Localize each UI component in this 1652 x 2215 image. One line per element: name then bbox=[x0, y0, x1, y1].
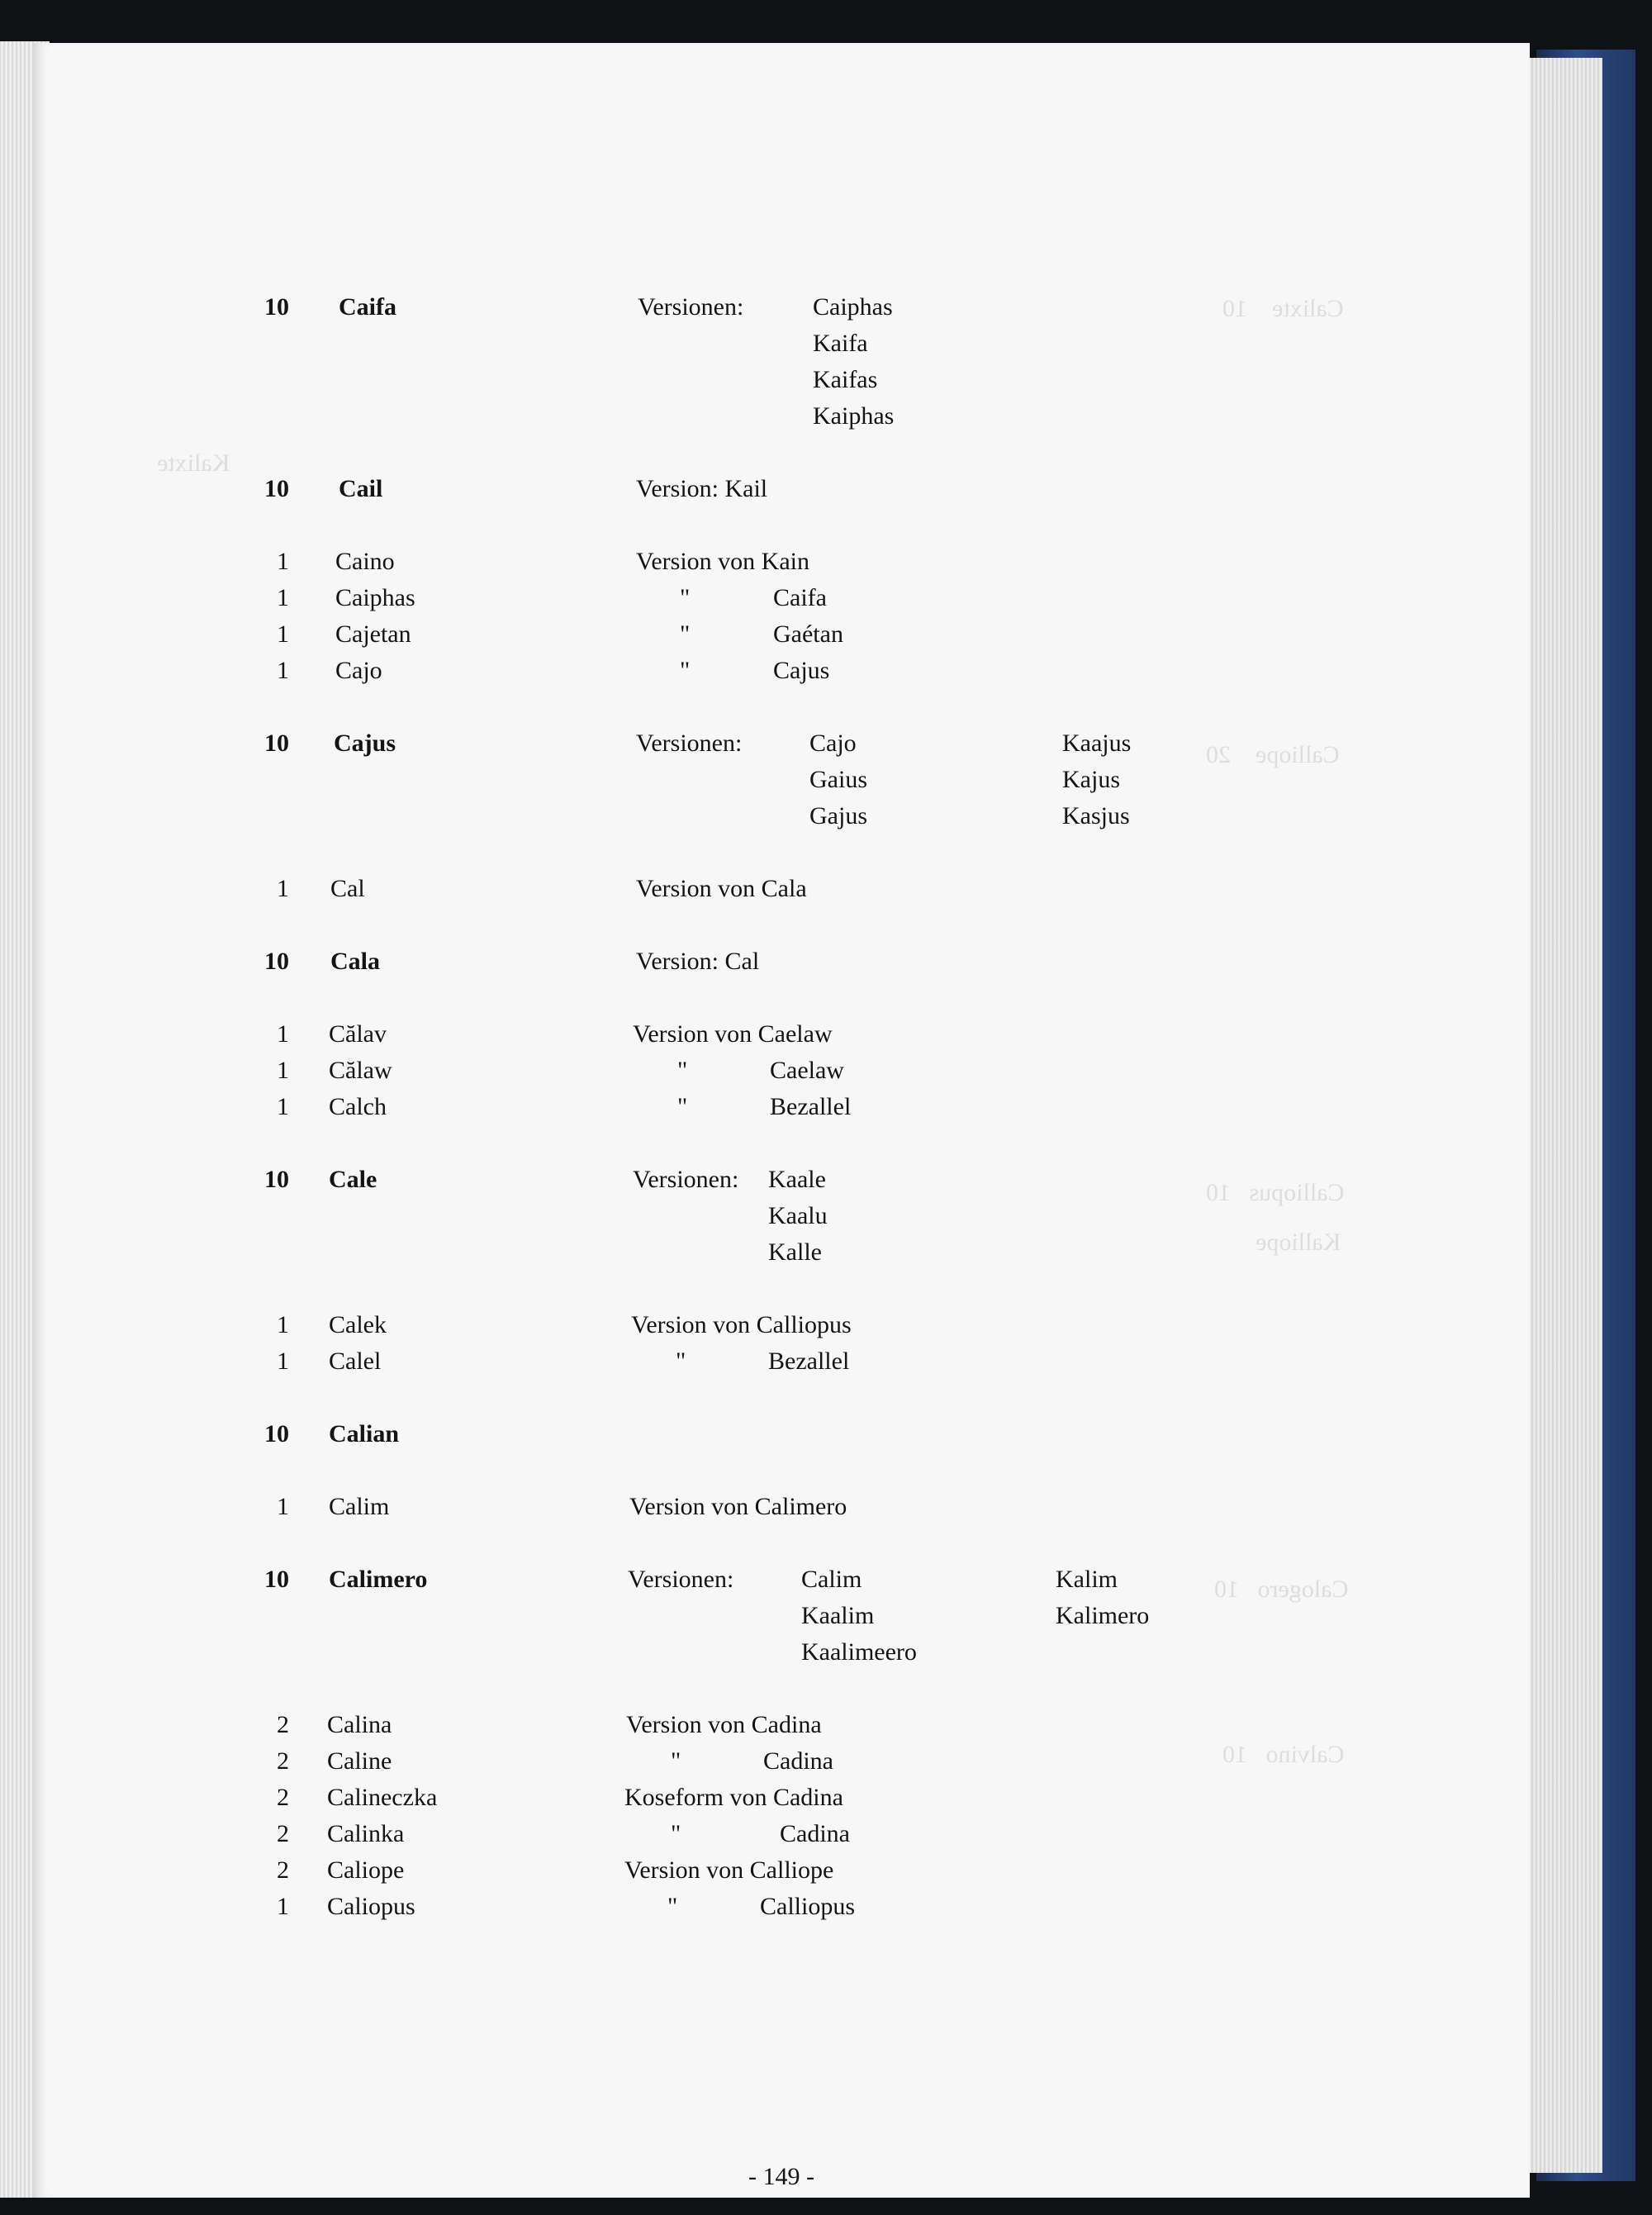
entry-name: Caifa bbox=[339, 293, 396, 321]
ditto-mark: " bbox=[680, 657, 691, 684]
entry-label: Version: Cal bbox=[636, 948, 760, 975]
entry-number: 10 bbox=[264, 1566, 289, 1593]
entry-label: Version: Kail bbox=[636, 475, 768, 502]
entry-row bbox=[33, 1747, 1530, 1784]
entry-number: 10 bbox=[264, 475, 289, 502]
ditto-mark: " bbox=[671, 1820, 681, 1847]
entry-value: Bezallel bbox=[770, 1093, 852, 1120]
entry-value: Caelaw bbox=[770, 1057, 844, 1084]
entry-value: Caifa bbox=[773, 584, 827, 611]
entry-name: Călaw bbox=[329, 1057, 392, 1084]
entry-number: 1 bbox=[277, 1893, 289, 1920]
entry-label: Version von Calliopus bbox=[631, 1311, 852, 1338]
entry-row bbox=[33, 548, 1530, 584]
entry-name: Caino bbox=[335, 548, 395, 575]
entry-name: Caline bbox=[327, 1747, 392, 1775]
entry-number: 1 bbox=[277, 1020, 289, 1048]
entry-number: 1 bbox=[277, 875, 289, 902]
ditto-mark: " bbox=[667, 1893, 678, 1920]
entry-number: 2 bbox=[277, 1711, 289, 1738]
ditto-mark: " bbox=[680, 620, 691, 648]
book-page: Calixte 10 Calliope 20 Calliopus 10 Calogero 10 Calvino 10 Kalixte Kalliope 10 Caifa Versionen: Caiphas Kaifa Kaifas Kaiphas 10 Cail Version: Kail 1 Caino Version von Kain 1 Caiphas " Caifa 1 Cajetan " Gaétan 1 Cajo " Cajus 10 Cajus Versionen: Cajo Kaajus Gaius Kajus Gajus Kasjus 1 Cal Version von Cala 10 Cala Version: Cal 1 Călav Version von Caelaw 1 Călaw " Caelaw 1 Calch " Bezallel 10 Cale Versionen: Kaale Kaalu Kalle 1 Calek Version von Calliopus 1 Calel " Bezallel 10 Calian 1 Calim Version von Calimero 10 Calimero Versionen: Calim Kalim Kaalim Kalimero Kaalimeero 2 Calina Version von Cadina 2 Caline " Cadina 2 Calineczka Koseform von Cadina 2 Calinka " Cadina 2 Caliope Version von Calliope 1 Caliopus " Calliopus - 149 - bbox=[33, 43, 1530, 2198]
entry-name: Caliope bbox=[327, 1856, 405, 1884]
entry-number: 2 bbox=[277, 1784, 289, 1811]
entry-value: Cadina bbox=[763, 1747, 833, 1775]
entry-value: Cadina bbox=[780, 1820, 850, 1847]
entry-value: Bezallel bbox=[768, 1348, 850, 1375]
entry-name: Caiphas bbox=[335, 584, 415, 611]
entry-row bbox=[33, 1020, 1530, 1057]
entry-row bbox=[33, 875, 1530, 911]
ditto-mark: " bbox=[676, 1348, 686, 1375]
entry-row bbox=[33, 657, 1530, 693]
page-edges-right bbox=[1520, 58, 1602, 2173]
entry-label: Version von Kain bbox=[636, 548, 809, 575]
entry-row bbox=[33, 1893, 1530, 1929]
entry-row bbox=[33, 1820, 1530, 1856]
entry-row bbox=[33, 1566, 1530, 1602]
page-number: - 149 - bbox=[748, 2163, 814, 2190]
entry-extra-value: Kalimero bbox=[1056, 1602, 1150, 1629]
entry-value: Kalle bbox=[768, 1238, 822, 1266]
entry-label: Version von Calimero bbox=[629, 1493, 847, 1520]
entry-row bbox=[33, 293, 1530, 330]
entry-name: Calch bbox=[329, 1093, 387, 1120]
entry-name: Calineczka bbox=[327, 1784, 438, 1811]
entry-value: Kaalimeero bbox=[801, 1638, 917, 1666]
entry-extra-value: Kalim bbox=[1056, 1566, 1118, 1593]
entry-name: Cale bbox=[329, 1166, 377, 1193]
entry-row bbox=[33, 948, 1530, 984]
entry-row bbox=[33, 1711, 1530, 1747]
entry-row bbox=[33, 1166, 1530, 1202]
ditto-mark: " bbox=[677, 1057, 688, 1084]
entry-value: Kaifas bbox=[813, 366, 878, 393]
entry-continuation bbox=[33, 1202, 1530, 1238]
entry-continuation bbox=[33, 1638, 1530, 1675]
ditto-mark: " bbox=[677, 1093, 688, 1120]
entry-name: Calimero bbox=[329, 1566, 428, 1593]
entry-row bbox=[33, 620, 1530, 657]
entry-name: Cala bbox=[330, 948, 380, 975]
entry-number: 1 bbox=[277, 657, 289, 684]
entry-value: Calliopus bbox=[760, 1893, 856, 1920]
entry-continuation bbox=[33, 402, 1530, 439]
entry-number: 1 bbox=[277, 1311, 289, 1338]
entry-name: Cajus bbox=[334, 730, 396, 757]
entry-continuation bbox=[33, 366, 1530, 402]
entry-row bbox=[33, 1784, 1530, 1820]
entry-value: Kaiphas bbox=[813, 402, 895, 430]
entry-name: Calim bbox=[329, 1493, 390, 1520]
entry-number: 1 bbox=[277, 1057, 289, 1084]
entry-name: Călav bbox=[329, 1020, 387, 1048]
entry-name: Calek bbox=[329, 1311, 387, 1338]
entry-value: Cajus bbox=[773, 657, 830, 684]
entry-name: Calinka bbox=[327, 1820, 405, 1847]
entry-value: Kaale bbox=[768, 1166, 826, 1193]
entry-value: Caiphas bbox=[813, 293, 893, 321]
entry-name: Cajetan bbox=[335, 620, 411, 648]
entry-row bbox=[33, 1311, 1530, 1348]
ditto-mark: " bbox=[680, 584, 691, 611]
entry-continuation bbox=[33, 802, 1530, 839]
entry-row bbox=[33, 475, 1530, 511]
entry-row bbox=[33, 1057, 1530, 1093]
entry-name: Calina bbox=[327, 1711, 392, 1738]
entry-value: Cajo bbox=[809, 730, 857, 757]
entry-name: Cail bbox=[339, 475, 383, 502]
entry-label: Versionen: bbox=[633, 1166, 739, 1193]
entry-value: Kaifa bbox=[813, 330, 868, 357]
entry-row bbox=[33, 730, 1530, 766]
entry-value: Gaétan bbox=[773, 620, 843, 648]
entry-number: 1 bbox=[277, 1493, 289, 1520]
entry-value: Calim bbox=[801, 1566, 862, 1593]
entry-row bbox=[33, 1420, 1530, 1457]
entry-row bbox=[33, 1348, 1530, 1384]
entry-number: 10 bbox=[264, 293, 289, 321]
entry-extra-value: Kasjus bbox=[1062, 802, 1130, 829]
entry-number: 2 bbox=[277, 1747, 289, 1775]
entry-number: 2 bbox=[277, 1820, 289, 1847]
entry-row bbox=[33, 1093, 1530, 1129]
entry-number: 10 bbox=[264, 730, 289, 757]
entry-name: Caliopus bbox=[327, 1893, 415, 1920]
entry-label: Koseform von Cadina bbox=[624, 1784, 843, 1811]
entry-value: Kaalu bbox=[768, 1202, 828, 1229]
entry-value: Gajus bbox=[809, 802, 867, 829]
entry-row bbox=[33, 1856, 1530, 1893]
entry-continuation bbox=[33, 1238, 1530, 1275]
entry-number: 10 bbox=[264, 948, 289, 975]
entry-row bbox=[33, 1493, 1530, 1529]
entry-continuation bbox=[33, 330, 1530, 366]
entry-extra-value: Kajus bbox=[1062, 766, 1120, 793]
entry-label: Version von Caelaw bbox=[633, 1020, 833, 1048]
entry-label: Versionen: bbox=[636, 730, 743, 757]
entry-number: 2 bbox=[277, 1856, 289, 1884]
entry-value: Gaius bbox=[809, 766, 867, 793]
entry-continuation bbox=[33, 1602, 1530, 1638]
entry-label: Versionen: bbox=[628, 1566, 734, 1593]
entry-label: Version von Calliope bbox=[624, 1856, 834, 1884]
entry-number: 1 bbox=[277, 1348, 289, 1375]
entry-name: Calian bbox=[329, 1420, 400, 1447]
entry-number: 10 bbox=[264, 1420, 289, 1447]
entry-number: 1 bbox=[277, 584, 289, 611]
entry-continuation bbox=[33, 766, 1530, 802]
ditto-mark: " bbox=[671, 1747, 681, 1775]
entry-row bbox=[33, 584, 1530, 620]
entry-label: Version von Cala bbox=[636, 875, 807, 902]
entry-number: 1 bbox=[277, 548, 289, 575]
entry-label: Version von Cadina bbox=[626, 1711, 822, 1738]
entry-number: 1 bbox=[277, 1093, 289, 1120]
entry-name: Cajo bbox=[335, 657, 382, 684]
entry-value: Kaalim bbox=[801, 1602, 875, 1629]
entry-name: Calel bbox=[329, 1348, 382, 1375]
entry-name: Cal bbox=[330, 875, 365, 902]
entry-extra-value: Kaajus bbox=[1062, 730, 1132, 757]
entry-number: 10 bbox=[264, 1166, 289, 1193]
entry-label: Versionen: bbox=[638, 293, 744, 321]
entry-number: 1 bbox=[277, 620, 289, 648]
